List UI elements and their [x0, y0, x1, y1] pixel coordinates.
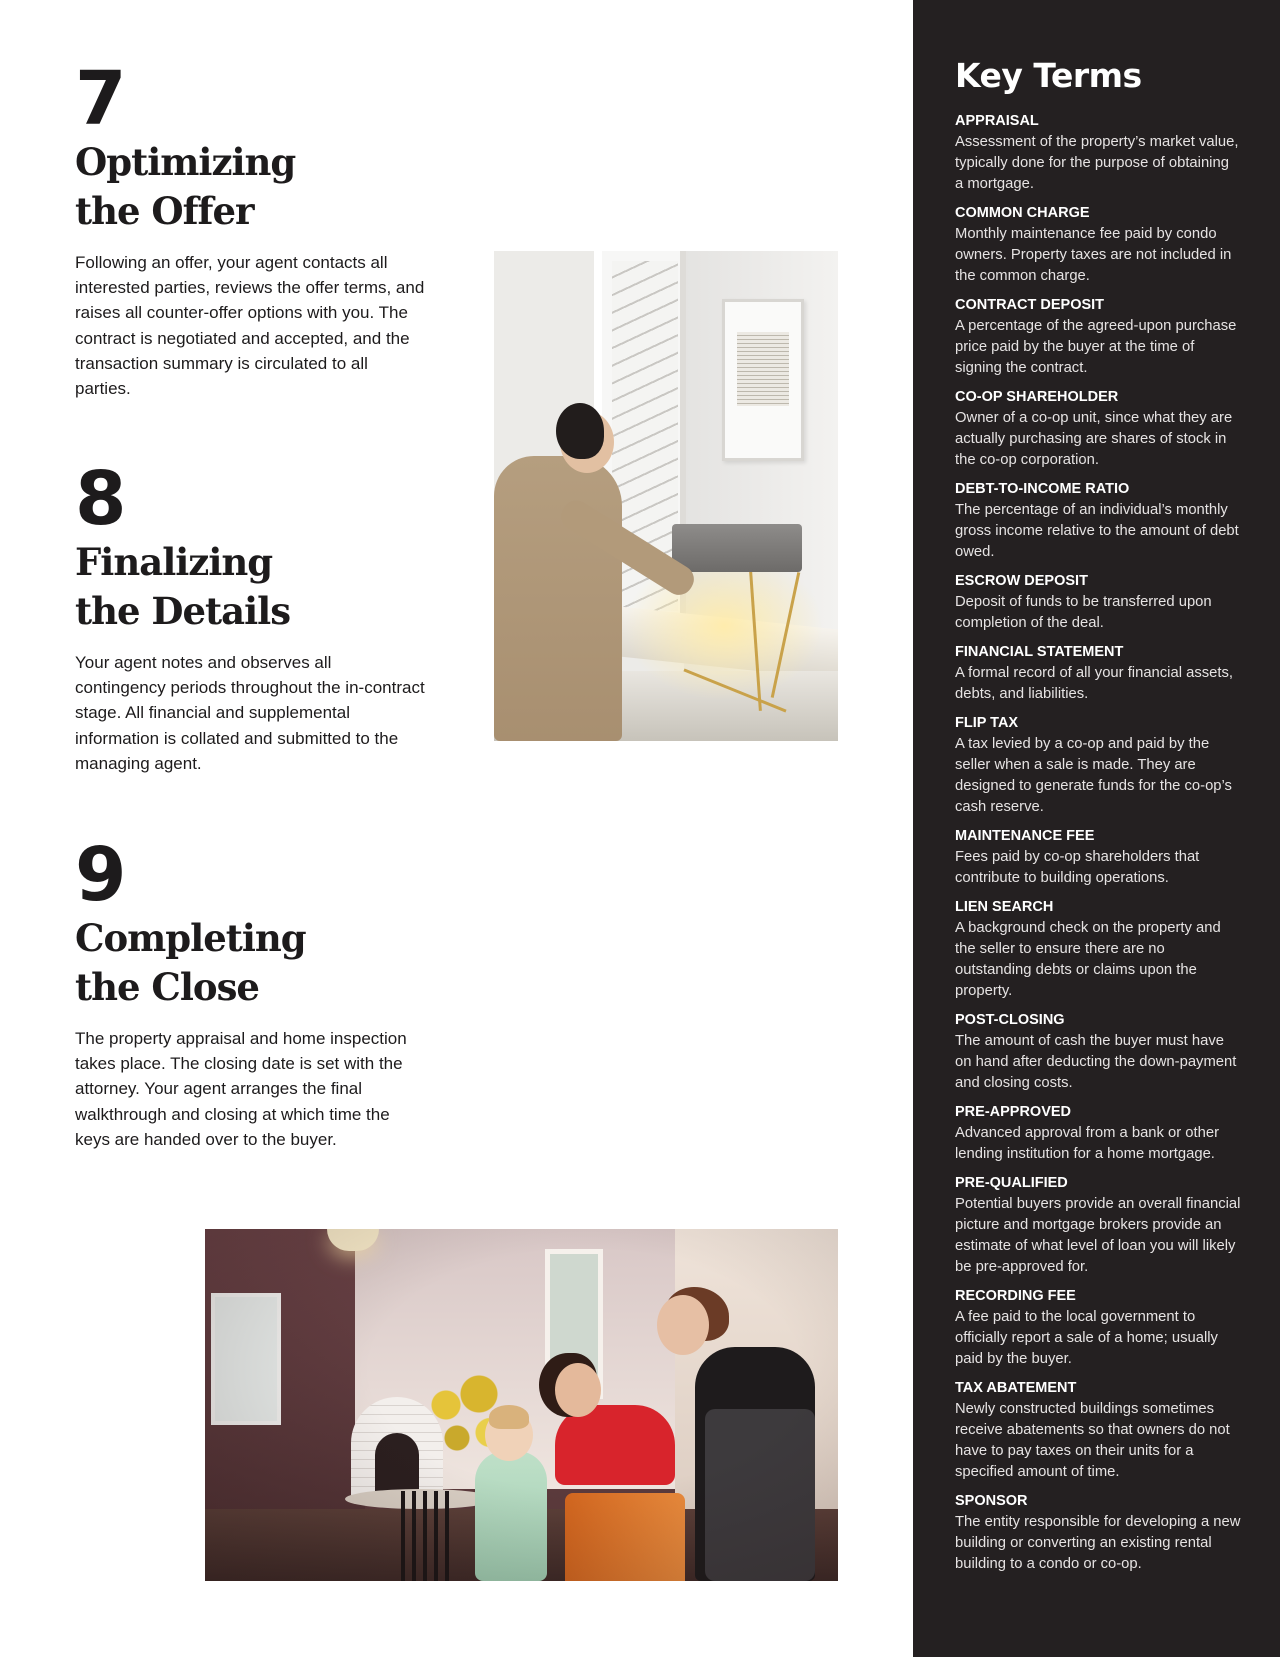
key-term-definition: A fee paid to the local government to officially report a sale of a home; usually paid by the buyer.	[955, 1309, 1218, 1367]
key-term-definition: A tax levied by a co-op and paid by the seller when a sale is made. They are designed to generate funds for the co-op’s cash reserve.	[955, 736, 1232, 815]
key-term-definition: The amount of cash the buyer must have on hand after deducting the down-payment and closing costs.	[955, 1033, 1237, 1091]
key-term	[955, 642, 1260, 705]
key-term-name: FLIP TAX	[955, 715, 1019, 731]
key-terms-list	[955, 111, 1260, 1575]
key-term	[955, 1173, 1260, 1278]
key-term	[955, 203, 1260, 287]
step-title-line: Finalizing	[75, 540, 273, 584]
key-term-name: PRE-QUALIFIED	[955, 1175, 1068, 1191]
key-term-name: PRE-APPROVED	[955, 1104, 1072, 1120]
key-term	[955, 479, 1260, 563]
key-term	[955, 1010, 1260, 1094]
key-term-definition: A percentage of the agreed-upon purchase price paid by the buyer at the time of signing the contract.	[955, 318, 1237, 376]
key-term-definition: Fees paid by co-op shareholders that contribute to building operations.	[955, 849, 1200, 886]
key-term-name: APPRAISAL	[955, 113, 1039, 129]
photo-person-body	[494, 456, 622, 741]
key-term-definition: Deposit of funds to be transferred upon completion of the deal.	[955, 594, 1212, 631]
key-term	[955, 1102, 1260, 1165]
step-8-section	[75, 456, 435, 776]
photo-kitchen-family	[205, 1229, 838, 1581]
photo-person-hair	[556, 403, 604, 459]
key-term-name: CONTRACT DEPOSIT	[955, 297, 1105, 313]
key-term-name: ESCROW DEPOSIT	[955, 573, 1088, 589]
key-term	[955, 295, 1260, 379]
key-term-definition: The entity responsible for developing a new building or converting an existing rental building to a condo or co-op.	[955, 1514, 1241, 1572]
step-title-line: Completing	[75, 916, 306, 960]
key-term	[955, 713, 1260, 818]
photo-vignette	[205, 1229, 838, 1581]
step-title-line: the Offer	[75, 189, 254, 233]
key-term-definition: A formal record of all your financial assets, debts, and liabilities.	[955, 665, 1233, 702]
key-term-definition: Monthly maintenance fee paid by condo owners. Property taxes are not included in the common charge.	[955, 226, 1232, 284]
key-term-name: CO-OP SHAREHOLDER	[955, 389, 1119, 405]
step-title-line: the Details	[75, 589, 291, 633]
step-title	[75, 138, 435, 236]
photo-framed-document-text	[737, 332, 789, 406]
step-body: Following an offer, your agent contacts all interested parties, reviews the offer terms, and raises all counter-offer options with you. The contract is negotiated and accepted, and the transaction summary is circulated to all parties.	[75, 253, 425, 399]
key-term	[955, 1491, 1260, 1575]
key-term	[955, 826, 1260, 889]
key-term	[955, 897, 1260, 1002]
key-term-name: SPONSOR	[955, 1493, 1028, 1509]
key-term	[955, 1378, 1260, 1483]
key-term-definition: Potential buyers provide an overall financial picture and mortgage brokers provide an estimate of what level of loan you will likely be pre-approved for.	[955, 1196, 1241, 1275]
key-term-name: RECORDING FEE	[955, 1288, 1076, 1304]
key-term-definition: Advanced approval from a bank or other lending institution for a home mortgage.	[955, 1125, 1220, 1162]
step-title	[75, 914, 435, 1012]
step-number: 9	[75, 832, 125, 918]
key-term-definition: Owner of a co-op unit, since what they are actually purchasing are shares of stock in the co-op corporation.	[955, 410, 1233, 468]
step-number: 7	[75, 56, 125, 142]
step-7-section	[75, 56, 435, 401]
key-term-definition: Assessment of the property’s market value, typically done for the purpose of obtaining a mortgage.	[955, 134, 1239, 192]
step-number: 8	[75, 456, 125, 542]
key-term-name: LIEN SEARCH	[955, 899, 1054, 915]
step-title	[75, 538, 435, 636]
step-9-section	[75, 832, 435, 1152]
key-term-name: DEBT-TO-INCOME RATIO	[955, 481, 1130, 497]
key-term-name: COMMON CHARGE	[955, 205, 1090, 221]
step-title-line: the Close	[75, 965, 259, 1009]
step-body: Your agent notes and observes all contingency periods throughout the in-contract stage. All financial and supplemental information is collated and submitted to the managing agent.	[75, 653, 425, 773]
step-body: The property appraisal and home inspection takes place. The closing date is set with the attorney. Your agent arranges the final walkthrough and closing at which time the keys are handed over to the buyer.	[75, 1029, 407, 1149]
key-term-name: FINANCIAL STATEMENT	[955, 644, 1124, 660]
key-term-name: TAX ABATEMENT	[955, 1380, 1077, 1396]
key-term	[955, 571, 1260, 634]
key-term-definition: The percentage of an individual’s monthly gross income relative to the amount of debt owed.	[955, 502, 1239, 560]
key-term-name: MAINTENANCE FEE	[955, 828, 1095, 844]
step-title-line: Optimizing	[75, 140, 296, 184]
photo-framed-document	[722, 299, 804, 461]
key-term-name: POST-CLOSING	[955, 1012, 1065, 1028]
key-term	[955, 111, 1260, 195]
key-terms-sidebar	[913, 0, 1280, 1657]
photo-lamp-shade	[672, 524, 802, 572]
key-term	[955, 387, 1260, 471]
photo-woman-window-lamp	[494, 251, 838, 741]
key-terms-title: Key Terms	[955, 56, 1142, 95]
key-term-definition: A background check on the property and the seller to ensure there are no outstanding debts or claims upon the property.	[955, 920, 1221, 999]
key-term	[955, 1286, 1260, 1370]
key-term-definition: Newly constructed buildings sometimes receive abatements so that owners do not have to pay taxes on their units for a specified amount of time.	[955, 1401, 1230, 1480]
